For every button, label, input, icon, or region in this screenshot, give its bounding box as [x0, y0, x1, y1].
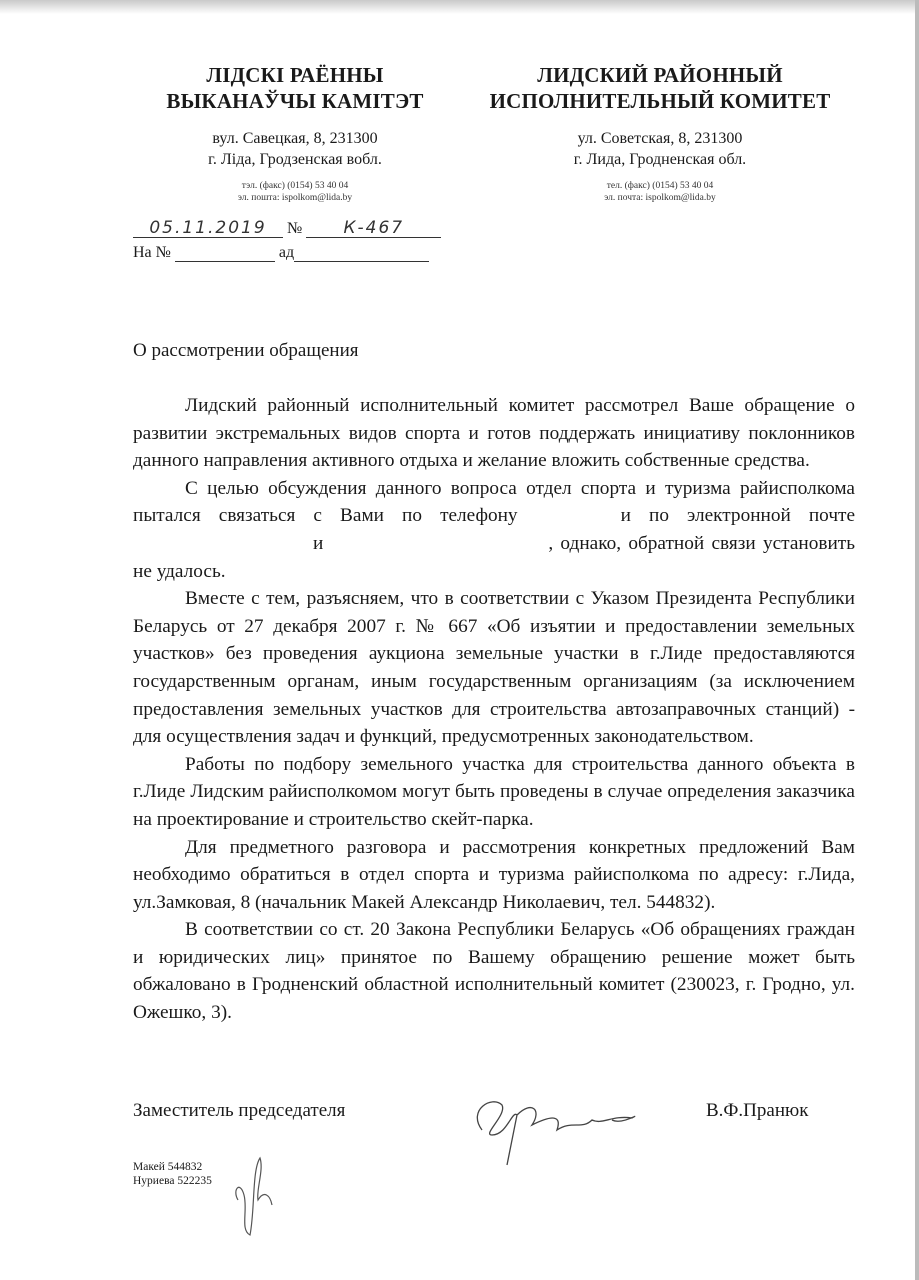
signatory-position: Заместитель председателя [133, 1100, 346, 1121]
email: эл. пошта: ispolkom@lida.by [237, 193, 353, 203]
subject: О рассмотрении обращения [133, 340, 359, 361]
executors [133, 1160, 212, 1188]
paragraph: Работы по подбору земельного участка для строительства данного объекта в г.Лиде Лидским райисполкомом могут быть проведены в случае определения заказчика на проектирование и строительство скейт-парка. [133, 753, 855, 830]
text: и [313, 532, 324, 554]
letter-body [133, 392, 855, 1027]
executor: Макей 544832 [133, 1161, 203, 1173]
address-line1: ул. Советская, 8, 231300 [577, 130, 743, 147]
text: , однако, обратной связи установить не удалось. [133, 532, 855, 582]
ref-number-blank [175, 242, 275, 262]
paragraph: Вместе с тем, разъясняем, что в соответствии с Указом Президента Республики Беларусь от 27 декабря 2007 г. № 667 «Об изъятии и предоставлении земельных участков» без проведения аукциона земельные участки в г.Лиде предоставляются государственным органам, иным государственным организациям (за исключением предоставления земельных участков для строительства автозаправочных станций) - для осуществления задач и функций, предусмотренных законодательством. [133, 588, 855, 748]
paragraph [133, 475, 855, 585]
signatory-name: В.Ф.Пранюк [706, 1100, 809, 1121]
address-line2: г. Ліда, Гродзенская вобл. [208, 151, 382, 168]
org-name-line1: ЛИДСКИЙ РАЙОННЫЙ [537, 63, 783, 87]
address-line1: вул. Савецкая, 8, 231300 [212, 130, 378, 147]
letterhead-russian [470, 62, 850, 204]
scan-edge-right [915, 0, 919, 1280]
paragraph: Лидский районный исполнительный комитет рассмотрел Ваше обращение о развитии экстремальных видов спорта и готов поддержать инициативу поклонников данного направления активного отдыха и желание вложить собственные средства. [133, 395, 855, 472]
executor: Нуриева 522235 [133, 1175, 212, 1187]
reg-date: 05.11.2019 [133, 218, 283, 238]
phone: тэл. (факс) (0154) 53 40 04 [241, 181, 349, 191]
paragraph: Для предметного разговора и рассмотрения конкретных предложений Вам необходимо обратиться в отдел спорта и туризма райисполкома по адресу: г.Лида, ул.Замковая, 8 (начальник Макей Александр Николаевич, тел. 544832). [133, 836, 855, 913]
signature-icon [462, 1090, 662, 1170]
email: эл. почта: ispolkom@lida.by [604, 193, 716, 203]
paragraph: В соответствии со ст. 20 Закона Республики Беларусь «Об обращениях граждан и юридических лиц» принятое по Вашему обращению решение может быть обжаловано в Гродненский областной исполнительный комитет (230023, г. Гродно, ул. Ожешко, 3). [133, 919, 855, 1024]
reg-number: К-467 [306, 218, 441, 238]
letterhead-belarusian [150, 62, 440, 204]
ref-date-blank [294, 242, 429, 262]
ref-label: На № [133, 244, 171, 261]
scan-edge [0, 0, 919, 14]
ref-from-label: ад [278, 244, 295, 261]
registration-line [133, 218, 441, 238]
text: и по электронной почте [620, 505, 856, 527]
reference-line [133, 242, 429, 262]
number-label: № [287, 220, 303, 237]
text: С целью обсуждения данного вопроса отдел спорта и туризма райисполкома пытался связаться с Вами по телефону [133, 477, 855, 527]
phone: тел. (факс) (0154) 53 40 04 [606, 181, 714, 191]
initials-signature-icon [230, 1150, 280, 1240]
org-name-line2: ИСПОЛНИТЕЛЬНЫЙ КОМИТЕТ [489, 89, 831, 113]
org-name-line2: ВЫКАНАЎЧЫ КАМІТЭТ [166, 89, 424, 113]
org-name-line1: ЛІДСКІ РАЁННЫ [206, 63, 384, 87]
address-line2: г. Лида, Гродненская обл. [573, 151, 747, 168]
